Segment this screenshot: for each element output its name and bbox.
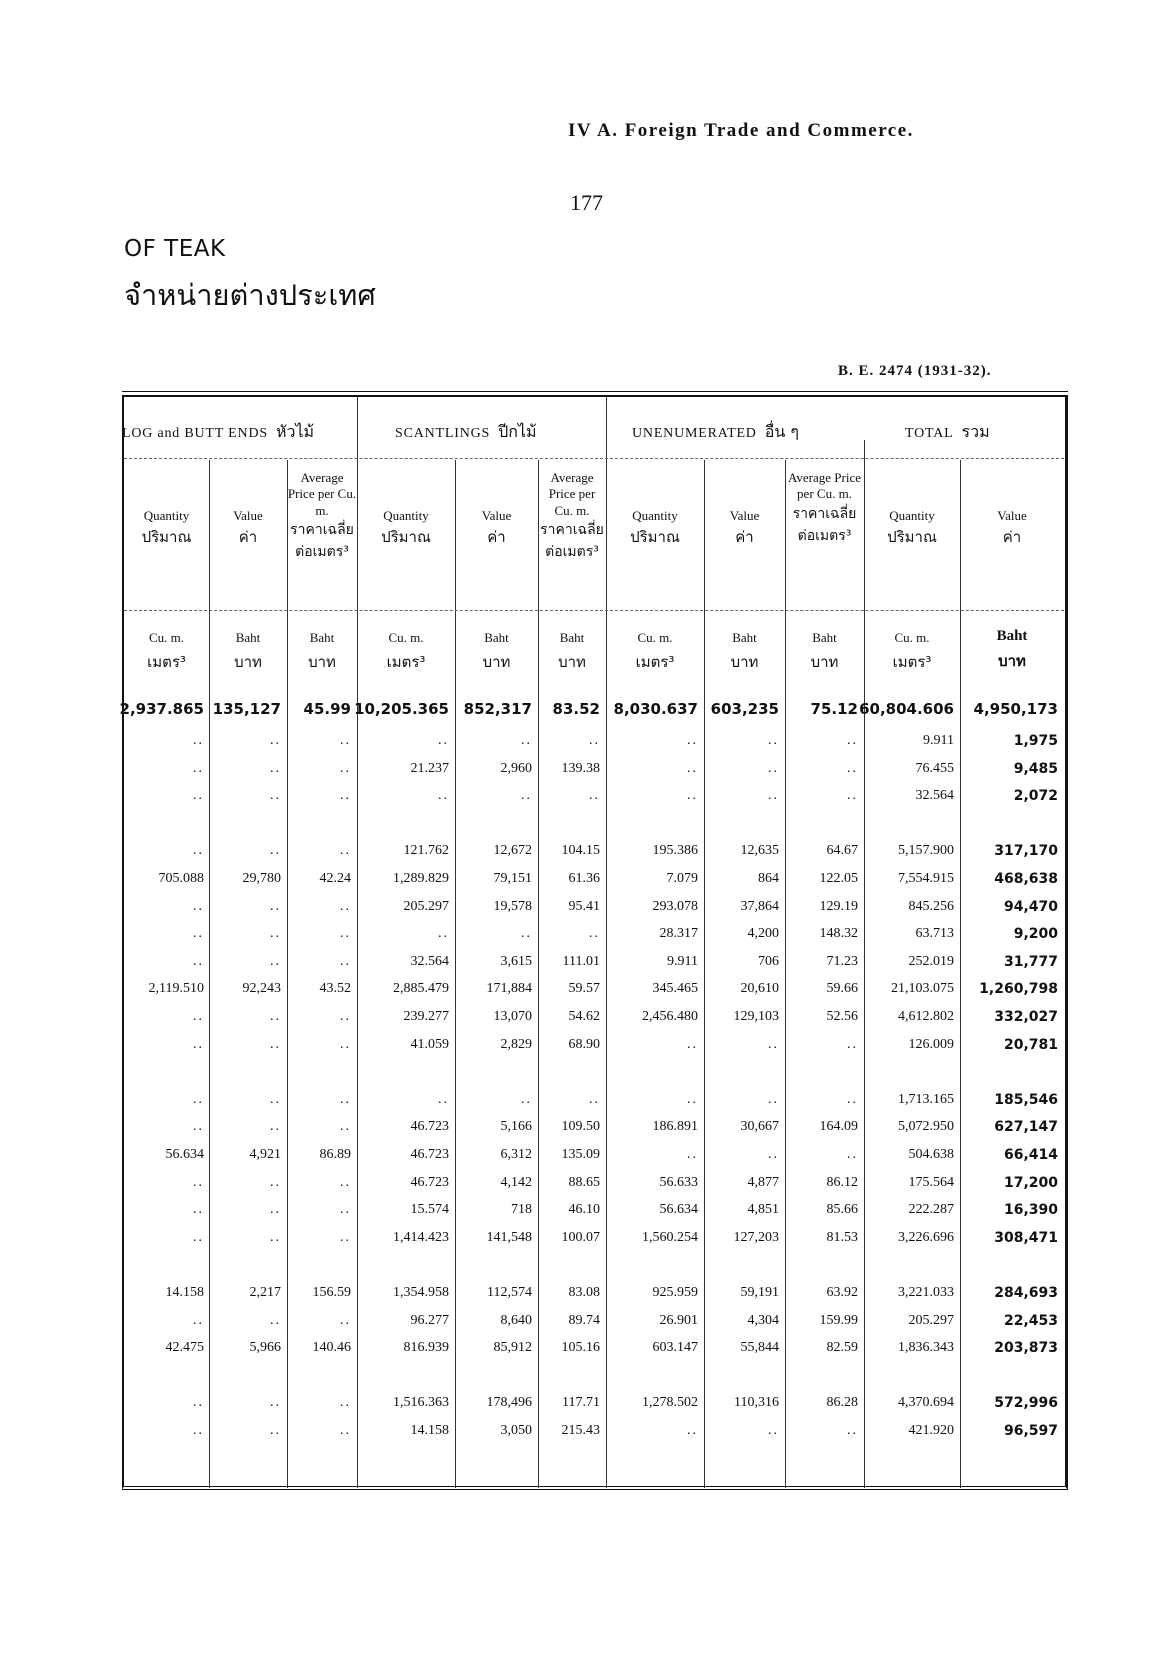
table-cell: 308,471	[994, 1230, 1058, 1246]
table-cell: 332,027	[994, 1009, 1058, 1025]
table-cell: ..	[687, 1147, 698, 1162]
table-cell: ..	[687, 761, 698, 776]
table-cell: 3,050	[500, 1423, 532, 1438]
table-cell: ..	[270, 899, 281, 914]
table-cell: 4,370.694	[898, 1395, 954, 1410]
group-heading-total: TOTAL รวม	[905, 422, 990, 441]
table-cell: 9.911	[923, 733, 954, 748]
unit-baht: Baht บาท	[308, 630, 336, 671]
table-cell: 5,166	[500, 1119, 532, 1134]
table-cell: 222.287	[908, 1202, 954, 1217]
total-cell: 60,804.606	[859, 700, 954, 718]
table-cell: ..	[340, 761, 351, 776]
table-cell: 59.66	[826, 981, 858, 996]
table-cell: 705.088	[158, 871, 204, 886]
unit-cu-m: Cu. m. เมตร³	[386, 630, 426, 671]
table-cell: 4,612.802	[898, 1009, 954, 1024]
table-cell: 89.74	[568, 1313, 600, 1328]
header-rule	[124, 610, 1064, 611]
table-cell: 31,777	[1003, 954, 1058, 970]
col-value: Value ค่า	[233, 508, 263, 547]
table-cell: 109.50	[561, 1119, 600, 1134]
table-cell: 46.723	[410, 1119, 449, 1134]
table-cell: 7,554.915	[898, 871, 954, 886]
col-quantity: Quantity ปริมาณ	[381, 508, 431, 547]
table-cell: ..	[270, 954, 281, 969]
table-cell: ..	[193, 1423, 204, 1438]
table-cell: 61.36	[568, 871, 600, 886]
table-cell: ..	[340, 1009, 351, 1024]
table-cell: ..	[340, 1037, 351, 1052]
table-cell: ..	[270, 1037, 281, 1052]
table-cell: ..	[340, 899, 351, 914]
unit-cu-m: Cu. m. เมตร³	[147, 630, 186, 671]
title-thai: จำหน่ายต่างประเทศ	[124, 278, 376, 312]
total-cell: 75.12	[810, 700, 858, 718]
table-cell: 63.713	[915, 926, 954, 941]
table-cell: 171,884	[486, 981, 532, 996]
table-cell: 12,672	[493, 843, 532, 858]
table-cell: 9,200	[1013, 926, 1058, 942]
table-cell: 71.23	[826, 954, 858, 969]
table-cell: ..	[270, 1230, 281, 1245]
unit-baht: Baht บาท	[810, 630, 839, 671]
table-cell: ..	[438, 926, 449, 941]
total-cell: 852,317	[463, 700, 532, 718]
unit-cu-m: Cu. m. เมตร³	[892, 630, 932, 671]
table-cell: 205.297	[908, 1313, 954, 1328]
table-cell: ..	[589, 788, 600, 803]
total-cell: 45.99	[303, 700, 351, 718]
table-cell: ..	[193, 899, 204, 914]
table-cell: ..	[270, 1175, 281, 1190]
column-divider	[704, 460, 705, 1488]
table-cell: 140.46	[312, 1340, 351, 1355]
table-cell: 105.16	[561, 1340, 600, 1355]
table-cell: 79,151	[493, 871, 532, 886]
table-cell: 110,316	[734, 1395, 779, 1410]
total-cell: 135,127	[212, 700, 281, 718]
table-cell: 1,354.958	[393, 1285, 449, 1300]
table-cell: 100.07	[561, 1230, 600, 1245]
table-cell: ..	[340, 1175, 351, 1190]
table-cell: 4,142	[500, 1175, 532, 1190]
table-cell: 14.158	[410, 1423, 449, 1438]
group-heading-scantlings: SCANTLINGS ปีกไม้	[395, 422, 537, 441]
table-cell: ..	[270, 761, 281, 776]
table-cell: 284,693	[994, 1285, 1058, 1301]
table-cell: 16,390	[1003, 1202, 1058, 1218]
table-cell: 706	[758, 954, 779, 969]
group-divider	[864, 440, 865, 1488]
table-cell: 42.475	[165, 1340, 204, 1355]
year-label: B. E. 2474 (1931-32).	[838, 363, 992, 379]
table-cell: 3,221.033	[898, 1285, 954, 1300]
table-cell: 88.65	[568, 1175, 600, 1190]
table-cell: ..	[521, 733, 532, 748]
group-divider	[606, 397, 607, 1488]
table-cell: 95.41	[568, 899, 600, 914]
table-cell: 85.66	[826, 1202, 858, 1217]
table-cell: 141,548	[486, 1230, 532, 1245]
table-cell: 5,157.900	[898, 843, 954, 858]
table-cell: 2,960	[500, 761, 532, 776]
table-cell: ..	[847, 1147, 858, 1162]
table-cell: ..	[270, 843, 281, 858]
table-cell: 3,226.696	[898, 1230, 954, 1245]
table-cell: 111.01	[562, 954, 600, 969]
table-cell: 1,975	[1013, 733, 1058, 749]
table-cell: 2,072	[1013, 788, 1058, 804]
table-cell: 26.901	[659, 1313, 698, 1328]
table-cell: ..	[768, 733, 779, 748]
page-number: 177	[570, 190, 603, 215]
table-cell: ..	[687, 1423, 698, 1438]
table-cell: 121.762	[403, 843, 449, 858]
table-cell: 164.09	[819, 1119, 858, 1134]
table-cell: 148.32	[819, 926, 858, 941]
table-cell: 718	[511, 1202, 532, 1217]
total-cell: 2,937.865	[119, 700, 204, 718]
table-cell: 135.09	[561, 1147, 600, 1162]
table-cell: 85,912	[493, 1340, 532, 1355]
table-cell: 117.71	[562, 1395, 600, 1410]
col-value: Value ค่า	[997, 508, 1027, 547]
table-cell: 845.256	[908, 899, 954, 914]
table-cell: ..	[340, 1423, 351, 1438]
table-cell: 129,103	[733, 1009, 779, 1024]
table-cell: ..	[193, 926, 204, 941]
total-cell: 4,950,173	[973, 700, 1058, 718]
table-cell: 126.009	[908, 1037, 954, 1052]
table-cell: ..	[521, 926, 532, 941]
column-divider	[538, 460, 539, 1488]
table-cell: 139.38	[561, 761, 600, 776]
table-cell: ..	[847, 1092, 858, 1107]
table-cell: 20,610	[740, 981, 779, 996]
table-cell: 1,278.502	[642, 1395, 698, 1410]
table-cell: 63.92	[826, 1285, 858, 1300]
col-value: Value ค่า	[481, 508, 512, 547]
table-cell: ..	[270, 1119, 281, 1134]
table-cell: 1,516.363	[393, 1395, 449, 1410]
table-cell: ..	[193, 733, 204, 748]
table-cell: ..	[270, 1423, 281, 1438]
table-cell: 46.723	[410, 1175, 449, 1190]
table-cell: ..	[193, 954, 204, 969]
table-cell: 159.99	[819, 1313, 858, 1328]
table-cell: 29,780	[242, 871, 281, 886]
table-cell: ..	[589, 733, 600, 748]
table-cell: 6,312	[500, 1147, 532, 1162]
table-cell: 56.633	[659, 1175, 698, 1190]
column-divider	[785, 460, 786, 1488]
unit-baht: Baht บาท	[996, 628, 1028, 670]
table-cell: 30,667	[740, 1119, 779, 1134]
table-cell: ..	[193, 1230, 204, 1245]
table-cell: ..	[589, 1092, 600, 1107]
table-cell: ..	[193, 1202, 204, 1217]
table-cell: 76.455	[915, 761, 954, 776]
table-cell: 4,304	[747, 1313, 779, 1328]
table-cell: ..	[193, 1395, 204, 1410]
table-cell: 5,966	[249, 1340, 281, 1355]
table-cell: ..	[847, 1037, 858, 1052]
table-cell: ..	[687, 788, 698, 803]
group-heading-logs: LOG and BUTT ENDS หัวไม้	[122, 422, 315, 441]
table-cell: 59,191	[740, 1285, 779, 1300]
table-cell: ..	[340, 1092, 351, 1107]
table-cell: ..	[768, 1037, 779, 1052]
table-cell: 627,147	[994, 1119, 1058, 1135]
table-cell: 4,877	[747, 1175, 779, 1190]
table-cell: 175.564	[908, 1175, 954, 1190]
table-cell: 203,873	[994, 1340, 1058, 1356]
table-cell: 1,836.343	[898, 1340, 954, 1355]
table-cell: 2,829	[500, 1037, 532, 1052]
table-cell: 59.57	[568, 981, 600, 996]
table-cell: ..	[270, 1092, 281, 1107]
table-cell: ..	[768, 1147, 779, 1162]
table-cell: ..	[340, 1313, 351, 1328]
table-cell: 112,574	[487, 1285, 532, 1300]
table-cell: 239.277	[403, 1009, 449, 1024]
table-cell: ..	[340, 1395, 351, 1410]
table-cell: 1,414.423	[393, 1230, 449, 1245]
table-cell: 104.15	[561, 843, 600, 858]
table-cell: 185,546	[994, 1092, 1058, 1108]
table-cell: 55,844	[740, 1340, 779, 1355]
table-cell: 215.43	[561, 1423, 600, 1438]
table-cell: 129.19	[819, 899, 858, 914]
col-value: Value ค่า	[729, 508, 760, 547]
total-cell: 10,205.365	[354, 700, 449, 718]
table-cell: ..	[193, 788, 204, 803]
table-cell: ..	[340, 926, 351, 941]
table-cell: ..	[270, 1202, 281, 1217]
table-cell: 66,414	[1003, 1147, 1058, 1163]
table-cell: 56.634	[659, 1202, 698, 1217]
table-cell: 42.24	[319, 871, 351, 886]
table-cell: 186.891	[652, 1119, 698, 1134]
unit-baht: Baht บาท	[234, 630, 262, 671]
table-cell: 46.723	[410, 1147, 449, 1162]
table-cell: 9.911	[667, 954, 698, 969]
table-cell: ..	[687, 1037, 698, 1052]
table-cell: 122.05	[819, 871, 858, 886]
table-cell: 293.078	[652, 899, 698, 914]
table-cell: 92,243	[242, 981, 281, 996]
table-cell: 56.634	[165, 1147, 204, 1162]
col-quantity: Quantity ปริมาณ	[887, 508, 937, 547]
table-cell: 2,217	[249, 1285, 281, 1300]
table-cell: ..	[521, 788, 532, 803]
table-cell: 68.90	[568, 1037, 600, 1052]
table-cell: ..	[340, 733, 351, 748]
table-cell: ..	[193, 1092, 204, 1107]
table-cell: ..	[847, 761, 858, 776]
table-cell: 5,072.950	[898, 1119, 954, 1134]
table-cell: 127,203	[733, 1230, 779, 1245]
table-cell: 19,578	[493, 899, 532, 914]
table-cell: 8,640	[500, 1313, 532, 1328]
table-cell: 83.08	[568, 1285, 600, 1300]
table-cell: ..	[193, 1119, 204, 1134]
table-cell: 2,456.480	[642, 1009, 698, 1024]
table-cell: 86.28	[826, 1395, 858, 1410]
table-cell: 22,453	[1003, 1313, 1058, 1329]
table-cell: 195.386	[652, 843, 698, 858]
table-cell: ..	[589, 926, 600, 941]
table-cell: 603.147	[652, 1340, 698, 1355]
table-cell: 94,470	[1003, 899, 1058, 915]
table-cell: 21,103.075	[891, 981, 954, 996]
table-cell: ..	[768, 761, 779, 776]
column-divider	[209, 460, 210, 1488]
unit-baht: Baht บาท	[730, 630, 759, 671]
table-cell: 2,885.479	[393, 981, 449, 996]
column-divider	[960, 460, 961, 1488]
table-cell: 4,851	[747, 1202, 779, 1217]
table-cell: 1,260,798	[979, 981, 1058, 997]
col-average-price: Average Price per Cu. m. ราคาเฉลี่ยต่อเมตร³	[787, 470, 862, 544]
table-cell: ..	[270, 733, 281, 748]
table-cell: 925.959	[652, 1285, 698, 1300]
table-cell: ..	[193, 1313, 204, 1328]
col-quantity: Quantity ปริมาณ	[630, 508, 680, 547]
table-cell: ..	[340, 843, 351, 858]
table-cell: 252.019	[908, 954, 954, 969]
table-cell: 421.920	[908, 1423, 954, 1438]
table-cell: 504.638	[908, 1147, 954, 1162]
col-average-price: Average Price per Cu. m. ราคาเฉลี่ยต่อเมตร³	[287, 470, 357, 561]
table-cell: 4,200	[747, 926, 779, 941]
table-cell: 1,289.829	[393, 871, 449, 886]
column-divider	[455, 460, 456, 1488]
unit-baht: Baht บาท	[482, 630, 511, 671]
table-cell: 17,200	[1003, 1175, 1058, 1191]
table-cell: ..	[193, 1009, 204, 1024]
table-cell: ..	[193, 761, 204, 776]
table-cell: 82.59	[826, 1340, 858, 1355]
total-cell: 8,030.637	[613, 700, 698, 718]
table-cell: 43.52	[319, 981, 351, 996]
table-cell: 9,485	[1013, 761, 1058, 777]
table-cell: 37,864	[740, 899, 779, 914]
table-cell: 46.10	[568, 1202, 600, 1217]
total-cell: 83.52	[552, 700, 600, 718]
table-cell: ..	[847, 788, 858, 803]
table-cell: ..	[340, 788, 351, 803]
table-cell: ..	[438, 788, 449, 803]
table-cell: ..	[847, 733, 858, 748]
table-cell: 468,638	[994, 871, 1058, 887]
table-cell: ..	[340, 1202, 351, 1217]
table-cell: 205.297	[403, 899, 449, 914]
table-cell: 572,996	[994, 1395, 1058, 1411]
group-divider	[357, 397, 358, 1488]
table-cell: ..	[270, 1009, 281, 1024]
table-cell: 864	[758, 871, 779, 886]
table-cell: 21.237	[410, 761, 449, 776]
table-cell: 52.56	[826, 1009, 858, 1024]
table-cell: ..	[768, 1092, 779, 1107]
table-cell: ..	[270, 1395, 281, 1410]
table-cell: 345.465	[652, 981, 698, 996]
table-cell: ..	[438, 733, 449, 748]
table-cell: 2,119.510	[148, 981, 204, 996]
table-cell: 13,070	[493, 1009, 532, 1024]
table-cell: ..	[438, 1092, 449, 1107]
table-cell: ..	[768, 1423, 779, 1438]
table-cell: 81.53	[826, 1230, 858, 1245]
table-cell: 54.62	[568, 1009, 600, 1024]
running-head: IV A. Foreign Trade and Commerce.	[568, 120, 914, 141]
table-cell: 96,597	[1003, 1423, 1058, 1439]
table-cell: 32.564	[915, 788, 954, 803]
table-cell: 86.89	[319, 1147, 351, 1162]
table-cell: ..	[340, 1230, 351, 1245]
table-cell: ..	[270, 1313, 281, 1328]
table-cell: 86.12	[826, 1175, 858, 1190]
total-cell: 603,235	[710, 700, 779, 718]
table-cell: ..	[687, 1092, 698, 1107]
table-cell: 15.574	[410, 1202, 449, 1217]
col-quantity: Quantity ปริมาณ	[141, 508, 192, 547]
table-cell: 96.277	[410, 1313, 449, 1328]
table-cell: 3,615	[500, 954, 532, 969]
table-cell: ..	[193, 1175, 204, 1190]
table-cell: 816.939	[403, 1340, 449, 1355]
unit-cu-m: Cu. m. เมตร³	[635, 630, 675, 671]
table-cell: ..	[270, 926, 281, 941]
header-rule	[124, 458, 1064, 459]
table-cell: ..	[270, 788, 281, 803]
table-cell: 64.67	[826, 843, 858, 858]
table-cell: 178,496	[486, 1395, 532, 1410]
table-cell: ..	[340, 1119, 351, 1134]
table-cell: 1,560.254	[642, 1230, 698, 1245]
table-cell: ..	[340, 954, 351, 969]
table-cell: 7.079	[666, 871, 698, 886]
table-cell: 4,921	[249, 1147, 281, 1162]
table-cell: 14.158	[165, 1285, 204, 1300]
table-cell: 32.564	[410, 954, 449, 969]
table-cell: 156.59	[312, 1285, 351, 1300]
table-cell: 12,635	[740, 843, 779, 858]
table-cell: 1,713.165	[898, 1092, 954, 1107]
col-average-price: Average Price per Cu. m. ราคาเฉลี่ยต่อเมตร³	[540, 470, 604, 561]
table-cell: 28.317	[659, 926, 698, 941]
table-cell: ..	[768, 788, 779, 803]
table-cell: 317,170	[994, 843, 1058, 859]
table-cell: 20,781	[1003, 1037, 1058, 1053]
table-cell: ..	[847, 1423, 858, 1438]
table-cell: ..	[687, 733, 698, 748]
title-english: OF TEAK	[124, 236, 226, 262]
unit-baht: Baht บาท	[558, 630, 586, 671]
column-divider	[287, 460, 288, 1488]
table-cell: ..	[193, 843, 204, 858]
group-heading-unenumerated: UNENUMERATED อื่น ๆ	[632, 422, 799, 441]
table-cell: ..	[521, 1092, 532, 1107]
table-cell: 41.059	[410, 1037, 449, 1052]
table-cell: ..	[193, 1037, 204, 1052]
